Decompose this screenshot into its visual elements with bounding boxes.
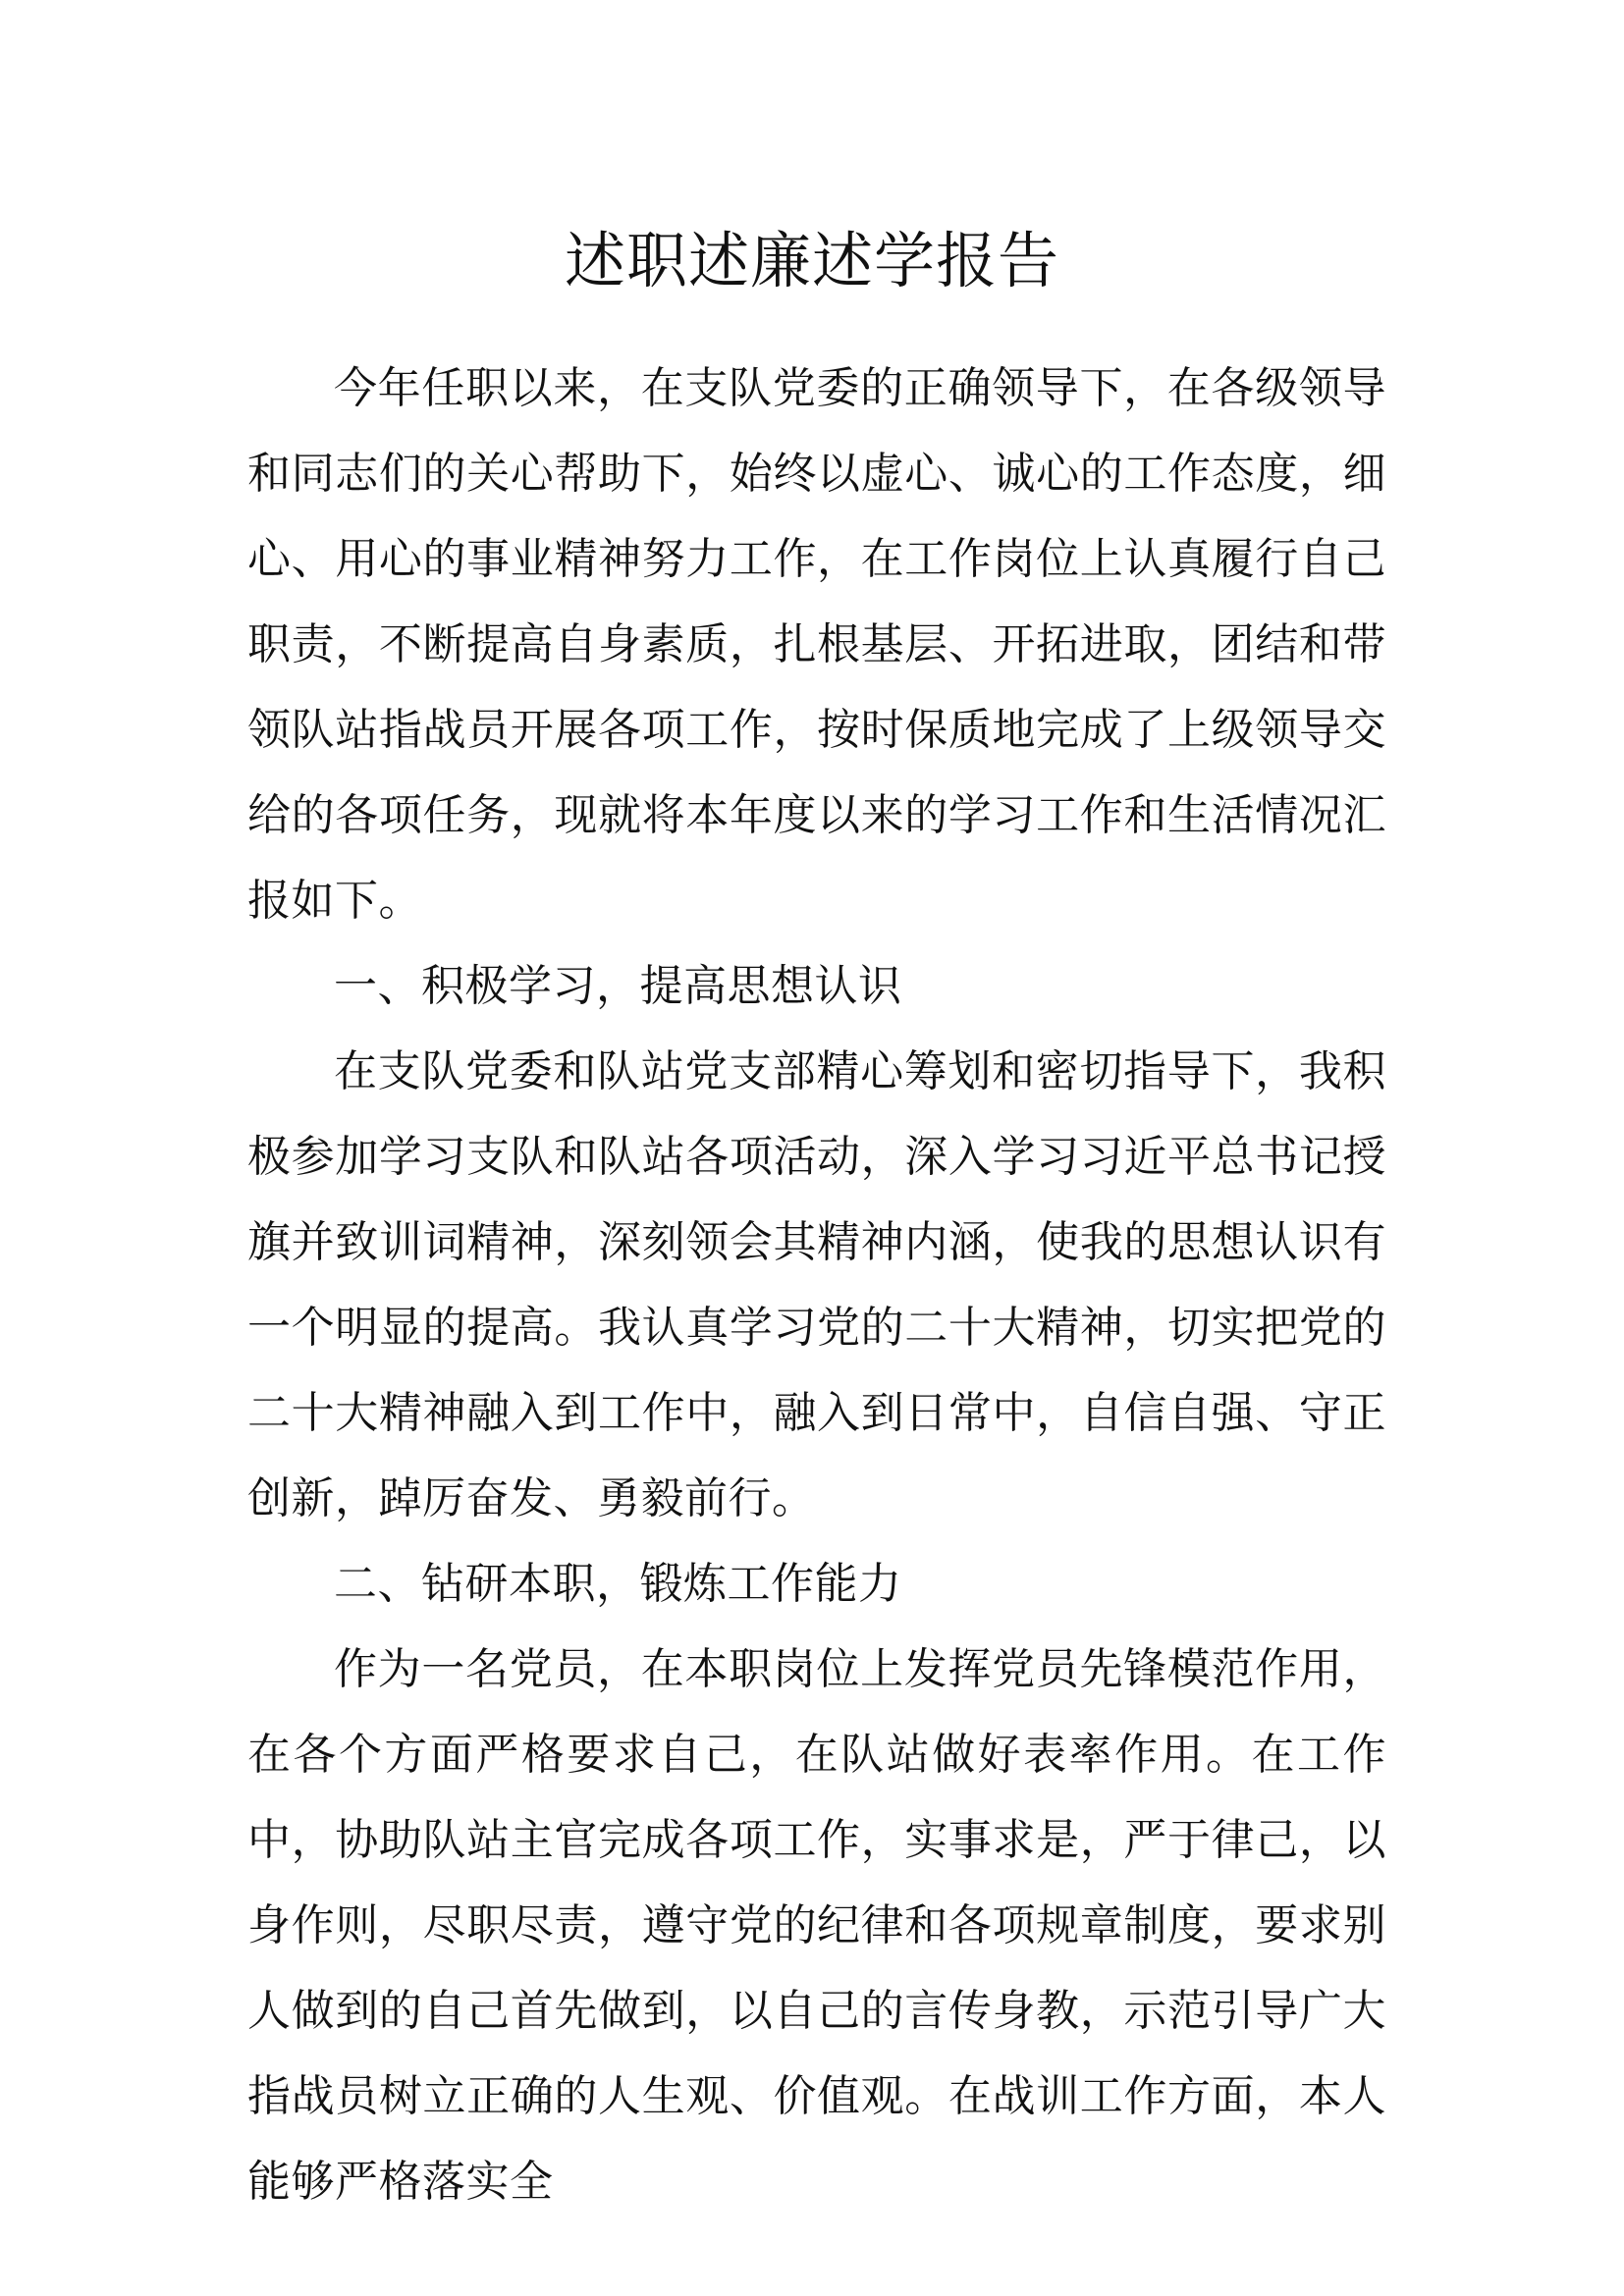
document-body — [247, 346, 1386, 2224]
paragraph-intro: 今年任职以来，在支队党委的正确领导下，在各级领导和同志们的关心帮助下，始终以虚心、诚心的工作态度，细心、用心的事业精神努力工作，在工作岗位上认真履行自己职责，不断提高自身素质，扎根基层、开拓进取，团结和带领队站指战员开展各项工作，按时保质地完成了上级领导交给的各项任务，现就将本年度以来的学习工作和生活情况汇报如下。 — [247, 363, 1386, 926]
document-title: 述职述廉述学报告 — [564, 225, 1059, 296]
section-heading-1: 一、积极学习，提高思想认识 — [334, 961, 902, 1011]
paragraph-work: 作为一名党员，在本职岗位上发挥党员先锋模范作用，在各个方面严格要求自己，在队站做好表率作用。在工作中，协助队站主官完成各项工作，实事求是，严于律己，以身作则，尽职尽责，遵守党的纪律和各项规章制度，要求别人做到的自己首先做到，以自己的言传身教，示范引导广大指战员树立正确的人生观、价值观。在战训工作方面，本人能够严格落实全 — [247, 1644, 1386, 2207]
section-heading-2: 二、钻研本职，锻炼工作能力 — [334, 1559, 902, 1609]
paragraph-study: 在支队党委和队站党支部精心筹划和密切指导下，我积极参加学习支队和队站各项活动，深入学习习近平总书记授旗并致训词精神，深刻领会其精神内涵，使我的思想认识有一个明显的提高。我认真学习党的二十大精神，切实把党的二十大精神融入到工作中，融入到日常中，自信自强、守正创新，踔厉奋发、勇毅前行。 — [247, 1046, 1386, 1523]
